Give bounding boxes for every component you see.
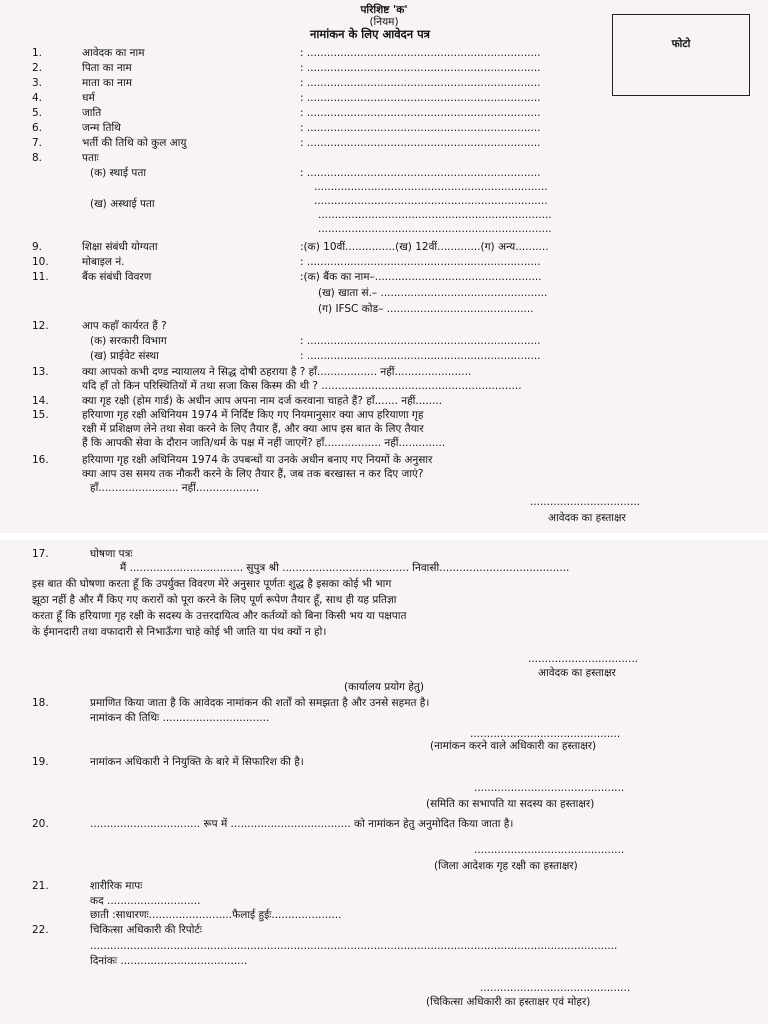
height-line: कद ............................ <box>90 895 201 907</box>
committee-signature-label: (समिति का सभापति या सदस्य का हस्ताक्षर) <box>426 798 595 810</box>
field-line: ...................................................................... <box>314 181 548 193</box>
form-title: नामांकन के लिए आवेदन पत्र <box>310 27 430 41</box>
bank-account-line: (ख) खाता सं.– .................................................. <box>318 287 548 299</box>
q14-line: क्या गृह रक्षी (होम गार्ड) के अधीन आप अपना नाम दर्ज करवाना चाहते हैं? हाँ....... नहीं........ <box>82 395 443 407</box>
q15-line: हैं कि आपकी सेवा के दौरान जाति/धर्म के पक्ष में नहीं जाएगें? हाँ................. नहीं.............. <box>82 437 446 449</box>
field-line: :(क) बैंक का नाम–.................................................. <box>300 271 542 283</box>
item-number: 21. <box>32 880 49 892</box>
bank-ifsc-line: (ग) IFSC कोड– ............................................ <box>318 303 534 315</box>
field-label-address: पताः <box>82 152 99 164</box>
item-number: 18. <box>32 697 49 709</box>
applicant-signature-label: आवेदक का हस्ताक्षर <box>548 512 626 524</box>
field-line: ...................................................................... <box>318 223 552 235</box>
field-label-applicant-name: आवेदक का नाम <box>82 47 145 59</box>
item-number: 19. <box>32 756 49 768</box>
field-line: : ...................................................................... <box>300 335 541 347</box>
signature-line: ............................................. <box>480 982 631 994</box>
field-label-mother-name: माता का नाम <box>82 77 132 89</box>
field-line: : ...................................................................... <box>300 350 541 362</box>
form-page-2 <box>0 540 768 1024</box>
permanent-address-label: (क) स्थाई पता <box>90 167 147 179</box>
field-line: :(क) 10वीं...............(ख) 12वीं.............(ग) अन्य.......... <box>300 241 549 253</box>
field-line: : ...................................................................... <box>300 92 541 104</box>
signature-line: ................................. <box>530 496 641 508</box>
medical-officer-signature-label: (चिकित्सा अधिकारी का हस्ताक्षर एवं मोहर) <box>426 996 591 1008</box>
field-label-caste: जाति <box>82 107 102 119</box>
declaration-line: मैं .................................. सुपुत्र श्री ...................................... निवासी....................................... <box>120 562 570 574</box>
field-line: : ...................................................................... <box>300 62 541 74</box>
q19-line: नामांकन अधिकारी ने नियुक्ति के बारे में सिफारिश की है। <box>90 756 304 768</box>
field-line: : ...................................................................... <box>300 77 541 89</box>
field-label-bank: बैंक संबंधी विवरण <box>82 271 152 283</box>
field-label-education: शिक्षा संबंधी योग्यता <box>82 241 158 253</box>
item-number: 4. <box>32 92 43 104</box>
item-number: 20. <box>32 818 49 830</box>
q16-line: हरियाणा गृह रक्षी अधिनियम 1974 के उपबन्धों या उनके अधीन बनाए गए नियमों के अनुसार <box>82 454 433 466</box>
photo-label: फोटो <box>671 38 691 50</box>
declaration-line: झूठा नहीं है और मैं किए गए करारों को पूरा करने के लिए पूर्ण रूपेण तैयार हूँ, साथ ही यह प्रतिज्ञा <box>32 594 397 606</box>
item-number: 16. <box>32 454 49 466</box>
applicant-signature-label: आवेदक का हस्ताक्षर <box>538 667 616 679</box>
item-number: 13. <box>32 366 49 378</box>
signature-line: ............................................. <box>470 728 621 740</box>
field-label-mobile: मोबाइल नं. <box>82 256 125 268</box>
item-number: 2. <box>32 62 43 74</box>
declaration-title: घोषणा पत्रः <box>90 548 133 560</box>
item-number: 5. <box>32 107 43 119</box>
item-number: 15. <box>32 409 49 421</box>
field-line: .............................................................................................................................................................. <box>90 940 618 952</box>
declaration-line: करता हूँ कि हरियाणा गृह रक्षी के सदस्य के उत्तरदायित्व और कर्तव्यों को बिना किसी भय या पक्षपात <box>32 610 407 622</box>
item-number: 6. <box>32 122 43 134</box>
photo-box <box>612 14 750 96</box>
q18-line: प्रमाणित किया जाता है कि आवेदक नामांकन की शर्तों को समझता है और उनसे सहमत है। <box>90 697 430 709</box>
field-line: ...................................................................... <box>314 195 548 207</box>
signature-line: ............................................. <box>474 782 625 794</box>
chest-line: छाती :साधारणः.........................फैलाई हुईः..................... <box>90 909 342 921</box>
item-number: 22. <box>32 924 49 936</box>
medical-report-label: चिकित्सा अधिकारी की रिपोर्टः <box>90 924 202 936</box>
date-line: दिनांकः ...................................... <box>90 955 248 967</box>
item-number: 1. <box>32 47 43 59</box>
field-line: : ...................................................................... <box>300 167 541 179</box>
q16-line: क्या आप उस समय तक नौकरी करने के लिए तैयार हैं, जब तक बरखास्त न कर दिए जाएं? <box>82 468 424 480</box>
q13-line: क्या आपको कभी दण्ड न्यायालय ने सिद्ध दोषी ठहराया है ? हाँ.................. नहीं....................... <box>82 366 472 378</box>
enrolling-officer-signature-label: (नामांकन करने वाले अधिकारी का हस्ताक्षर) <box>430 740 597 752</box>
appendix-label: परिशिष्ट 'क' <box>360 4 408 16</box>
rules-label: (नियम) <box>369 16 399 28</box>
field-line: : ...................................................................... <box>300 47 541 59</box>
physical-measurement-label: शारीरिक मापः <box>90 880 143 892</box>
district-commandant-signature-label: (जिला आदेशक गृह रक्षी का हस्ताक्षर) <box>434 860 578 872</box>
q13-line: यदि हाँ तो किन परिस्थितियों में तथा सजा किस किस्म की थी ? ............................................................ <box>82 380 522 392</box>
item-number: 10. <box>32 256 49 268</box>
field-line: : ...................................................................... <box>300 256 541 268</box>
declaration-line: इस बात की घोषणा करता हूँ कि उपर्युक्त विवरण मेरे अनुसार पूर्णतः शुद्ध है इसका कोई भी भाग <box>32 578 392 590</box>
item-number: 17. <box>32 548 49 560</box>
signature-line: ............................................. <box>474 844 625 856</box>
field-line: : ...................................................................... <box>300 107 541 119</box>
item-number: 9. <box>32 241 43 253</box>
item-number: 7. <box>32 137 43 149</box>
item-number: 8. <box>32 152 43 164</box>
field-label-age: भर्ती की तिथि को कुल आयु <box>82 137 187 149</box>
q20-line: ................................. रूप में .................................... को नामांकन हेतु अनुमोदित किया जाता है। <box>90 818 514 830</box>
field-line: ...................................................................... <box>318 209 552 221</box>
q16-line: हाँ........................ नहीं................... <box>90 482 260 494</box>
q15-line: हरियाणा गृह रक्षी अधिनियम 1974 में निर्दिष्ट किए गए नियमानुसार क्या आप हरियाणा गृह <box>82 409 424 421</box>
declaration-line: के ईमानदारी तथा वफादारी से निभाऊँगा चाहे कोई भी जाति या पंथ क्यों न हो। <box>32 626 327 638</box>
field-label-religion: धर्म <box>82 92 95 104</box>
signature-line: ................................. <box>528 653 639 665</box>
field-label-dob: जन्म तिथि <box>82 122 121 134</box>
field-line: : ...................................................................... <box>300 137 541 149</box>
workplace-private-label: (ख) प्राईवेट संस्था <box>90 350 159 362</box>
item-number: 12. <box>32 320 49 332</box>
office-use-heading: (कार्यालय प्रयोग हेतु) <box>344 681 424 693</box>
field-label-father-name: पिता का नाम <box>82 62 132 74</box>
workplace-question: आप कहाँ कार्यरत हैं ? <box>82 320 167 332</box>
item-number: 14. <box>32 395 49 407</box>
item-number: 3. <box>32 77 43 89</box>
field-line: : ...................................................................... <box>300 122 541 134</box>
item-number: 11. <box>32 271 49 283</box>
workplace-govt-label: (क) सरकारी विभाग <box>90 335 167 347</box>
q15-line: रक्षी में प्रशिक्षण लेने तथा सेवा करने के लिए तैयार हैं, और क्या आप इस बात के लिए तैयार <box>82 423 424 435</box>
q18-line: नामांकन की तिथिः ................................ <box>90 712 270 724</box>
temporary-address-label: (ख) अस्थाई पता <box>90 198 155 210</box>
